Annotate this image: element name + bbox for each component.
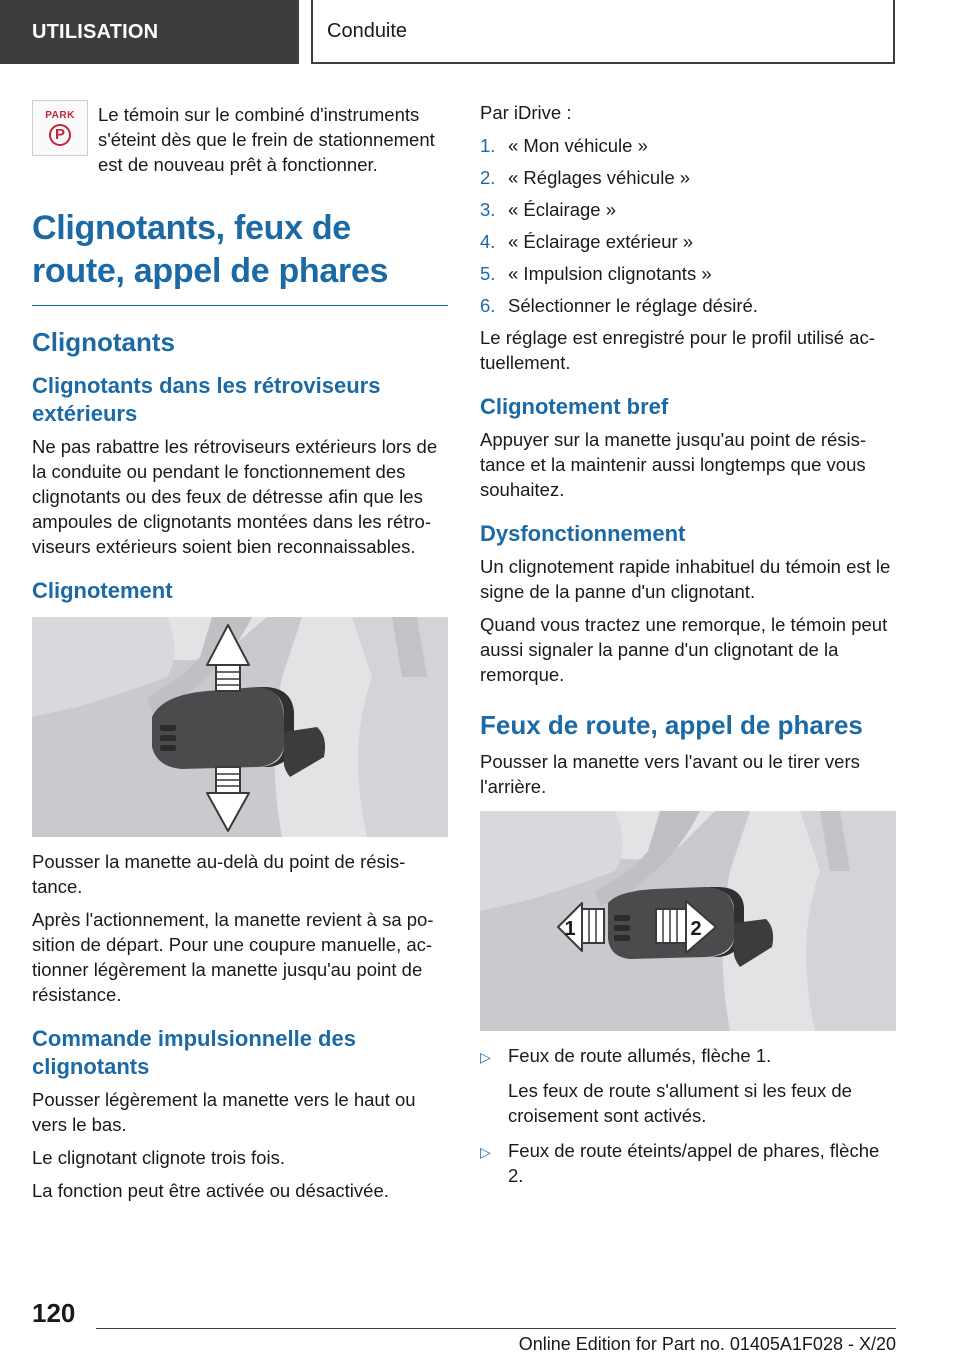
- park-icon-letter: P: [49, 124, 71, 146]
- step-text: « Éclairage extérieur »: [508, 231, 694, 252]
- heading-mirror-indicators: Clignotants dans les rétroviseurs extérieurs: [32, 373, 381, 426]
- step-text: « Impulsion clignotants »: [508, 263, 712, 284]
- impulse-text-2: Le clignotant clignote trois fois.: [32, 1147, 285, 1168]
- heading-high-beam: Feux de route, appel de phares: [480, 710, 863, 740]
- right-column: [480, 100, 896, 1198]
- highbeam-text: Pousser la manette vers l'avant ou le tirer vers l'arrière.: [480, 751, 860, 797]
- idrive-intro: Par iDrive :: [480, 102, 572, 123]
- bullet-text: Feux de route allumés, flèche 1.: [508, 1045, 772, 1066]
- heading-clignotement: Clignotement: [32, 578, 173, 603]
- step-number: 5.: [480, 263, 496, 284]
- section-title: UTILISATION: [32, 20, 159, 43]
- left-column: [32, 100, 448, 1211]
- list-item: [480, 1043, 896, 1128]
- heading-malfunction: Dysfonctionnement: [480, 521, 686, 546]
- triangle-bullet-icon: ▷: [480, 1049, 491, 1065]
- chapter-title: Conduite: [327, 19, 408, 42]
- blink-text-2: Après l'actionnement, la manette revient à sa position de départ. Pour une coupure manuelle, actionner légèrement la manette jusqu'au point de résistance.: [32, 909, 434, 1005]
- step-text: Sélectionner le réglage désiré.: [508, 295, 758, 316]
- page-title: Clignotants, feux de route, appel de phares: [32, 207, 448, 306]
- bullet-subtext: Les feux de route s'allument si les feux de croisement sont activés.: [508, 1080, 852, 1126]
- heading-short-blink: Clignotement bref: [480, 394, 669, 419]
- list-item: [480, 133, 896, 158]
- list-item: [480, 165, 896, 190]
- idrive-steps: [480, 133, 896, 318]
- page-number: 120: [32, 1298, 76, 1328]
- list-item: [480, 293, 896, 318]
- step-number: 4.: [480, 231, 496, 252]
- bullet-text: Feux de route éteints/appel de phares, flèche 2.: [508, 1140, 880, 1186]
- impulse-text-3: La fonction peut être activée ou désactivée.: [32, 1180, 389, 1201]
- figure-high-beam-lever: [480, 811, 896, 1031]
- list-item: [480, 197, 896, 222]
- short-text: Appuyer sur la manette jusqu'au point de résistance et la maintenir aussi longtemps que vous souhaitez.: [480, 429, 867, 500]
- heading-impulse: Commande impulsionnelle des clignotants: [32, 1026, 356, 1079]
- step-text: « Éclairage »: [508, 199, 616, 220]
- lever-forward-back-illustration: [480, 811, 896, 1031]
- step-number: 1.: [480, 135, 496, 156]
- park-icon-word: PARK: [45, 110, 75, 121]
- list-item: [480, 1138, 896, 1188]
- footer-edition: Online Edition for Part no. 01405A1F028 - X/20: [518, 1334, 896, 1354]
- step-text: « Réglages véhicule »: [508, 167, 691, 188]
- section-heading-clignotants: Clignotants: [32, 327, 175, 357]
- list-item: [480, 229, 896, 254]
- malfunction-text-2: Quand vous tractez une remorque, le témoin peut aussi signaler la panne d'un clignotant de la remorque.: [480, 614, 888, 685]
- header-chapter-tab: [311, 0, 895, 64]
- header-section-tab: [0, 0, 299, 64]
- park-text: Le témoin sur le combiné d'instruments s'éteint dès que le frein de stationnement est de nouveau prêt à fonctionner.: [98, 104, 435, 175]
- malfunction-text-1: Un clignotement rapide inhabituel du témoin est le signe de la panne d'un clignotant.: [480, 556, 891, 602]
- triangle-bullet-icon: ▷: [480, 1144, 491, 1160]
- step-number: 6.: [480, 295, 496, 316]
- high-beam-bullets: [480, 1043, 896, 1188]
- step-number: 3.: [480, 199, 496, 220]
- lever-up-down-illustration: [32, 617, 448, 837]
- saved-text: Le réglage est enregistré pour le profil utilisé actuellement.: [480, 327, 875, 373]
- impulse-text-1: Pousser légèrement la manette vers le haut ou vers le bas.: [32, 1089, 416, 1135]
- step-number: 2.: [480, 167, 496, 188]
- footer-divider: [96, 1328, 896, 1329]
- arrow-1-label: 1: [564, 918, 576, 940]
- arrow-2-label: 2: [690, 918, 702, 940]
- park-brake-icon: [32, 100, 88, 156]
- blink-text-1: Pousser la manette au-delà du point de résistance.: [32, 851, 406, 897]
- list-item: [480, 261, 896, 286]
- step-text: « Mon véhicule »: [508, 135, 648, 156]
- figure-turn-signal-lever: [32, 617, 448, 837]
- mirror-text: Ne pas rabattre les rétroviseurs extérieurs lors de la conduite ou pendant le fonctionnement des clignotants ou des feux de détresse afin que les ampoules de clignotants montées dans les rétroviseurs extérieurs soient bien reconnaissables.: [32, 436, 438, 557]
- park-notice: [32, 100, 448, 177]
